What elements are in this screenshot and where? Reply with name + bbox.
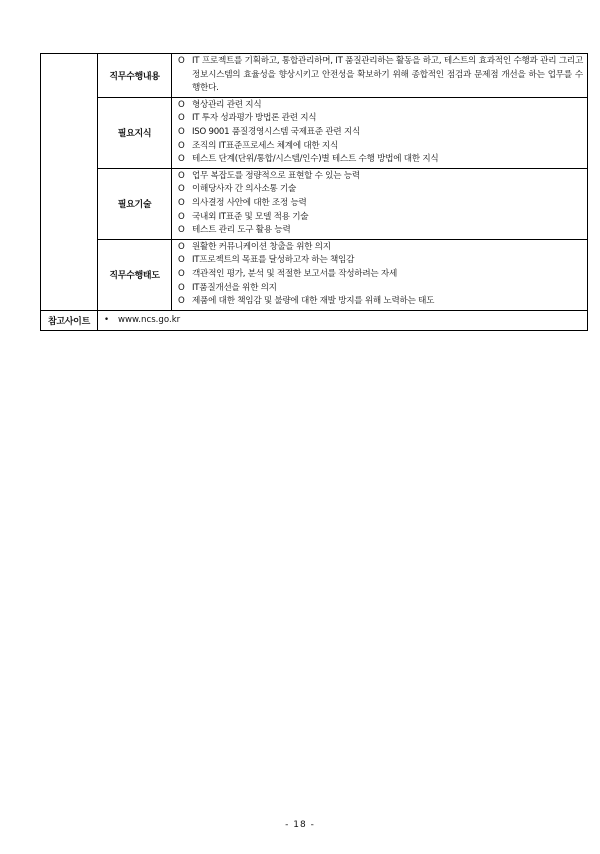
- list-item: [178, 99, 583, 113]
- item-text: 국내외 IT표준 및 모델 적용 기술: [192, 211, 309, 222]
- item-text: 의사결정 사안에 대한 조정 능력: [192, 197, 307, 208]
- row-label-required-knowledge: 필요지식: [98, 97, 172, 168]
- list-item: [178, 295, 583, 309]
- circle-marker: O: [178, 241, 185, 252]
- circle-marker: O: [178, 99, 185, 110]
- item-text: 원활한 커뮤니케이션 창출을 위한 의지: [192, 241, 331, 252]
- row-content-required-skills: [172, 168, 588, 239]
- circle-marker: O: [178, 255, 185, 266]
- list-item: [178, 282, 583, 296]
- merged-category-cell: [41, 54, 98, 311]
- row-required-knowledge: [41, 97, 588, 168]
- circle-marker: O: [178, 225, 185, 236]
- page-number: - 18 -: [285, 820, 315, 830]
- row-job-attitude: [41, 239, 588, 310]
- reference-site-label: 참고사이트: [41, 310, 98, 330]
- item-text: 이해당사자 간 의사소통 기술: [192, 184, 297, 195]
- list-item: [178, 254, 583, 268]
- item-text: 조직의 IT표준프로세스 체계에 대한 지식: [192, 140, 339, 151]
- item-text: 제품에 대한 책임감 및 불량에 대한 재발 방지를 위해 노력하는 태도: [192, 296, 435, 307]
- reference-site-cell: [98, 310, 588, 330]
- list-item: [178, 211, 583, 225]
- row-label-job-duties: 직무수행내용: [98, 54, 172, 98]
- list-item: [178, 241, 583, 255]
- row-reference-site: [41, 310, 588, 330]
- list-item: [178, 224, 583, 238]
- item-text: 객관적인 평가, 분석 및 적절한 보고서를 작성하려는 자세: [192, 268, 398, 279]
- list-item: [178, 126, 583, 140]
- list-item: [178, 170, 583, 184]
- job-description-table: [40, 53, 588, 331]
- list-item: [178, 55, 583, 96]
- item-text: 테스트 단계(단위/통합/시스템/인수)별 테스트 수행 방법에 대한 지식: [192, 154, 439, 165]
- circle-marker: O: [178, 113, 185, 124]
- row-content-job-duties: [172, 54, 588, 98]
- bullet-icon: •: [104, 315, 110, 326]
- circle-marker: O: [178, 268, 185, 279]
- item-text: IT프로젝트의 목표를 달성하고자 하는 책임감: [192, 255, 355, 266]
- circle-marker: O: [178, 154, 185, 165]
- circle-marker: O: [178, 296, 185, 307]
- list-item: [178, 140, 583, 154]
- item-text: ISO 9001 품질경영시스템 국제표준 관련 지식: [192, 126, 361, 137]
- row-required-skills: [41, 168, 588, 239]
- item-text: IT 투자 성과평가 방법론 관련 지식: [192, 113, 317, 124]
- item-text: 테스트 관리 도구 활용 능력: [192, 225, 291, 236]
- circle-marker: O: [178, 197, 185, 208]
- item-text: IT품질개선을 위한 의지: [192, 282, 277, 293]
- row-label-job-attitude: 직무수행태도: [98, 239, 172, 310]
- circle-marker: O: [178, 184, 185, 195]
- circle-marker: O: [178, 282, 185, 293]
- circle-marker: O: [178, 126, 185, 137]
- circle-marker: O: [178, 140, 185, 151]
- circle-marker: O: [178, 170, 185, 181]
- list-item: [178, 112, 583, 126]
- row-label-required-skills: 필요기술: [98, 168, 172, 239]
- list-item: [178, 183, 583, 197]
- list-item: [178, 268, 583, 282]
- item-text: 형상관리 관련 지식: [192, 99, 262, 110]
- list-item: [178, 153, 583, 167]
- row-content-required-knowledge: [172, 97, 588, 168]
- reference-url-link[interactable]: www.ncs.go.kr: [118, 315, 181, 326]
- circle-marker: O: [178, 56, 185, 66]
- circle-marker: O: [178, 211, 185, 222]
- row-content-job-attitude: [172, 239, 588, 310]
- list-item: [178, 197, 583, 211]
- item-text: 업무 복잡도를 정량적으로 표현할 수 있는 능력: [192, 170, 360, 181]
- row-job-duties: [41, 54, 588, 98]
- item-text: IT 프로젝트를 기획하고, 통합관리하며, IT 품질관리하는 활동을 하고, 테스트의 효과적인 수행과 관리 그리고 정보시스템의 효율성을 향상시키고 안전성을 확보하기 위해 종합적인 점검과 문제점 개선을 하는 업무를 수행한다.: [192, 56, 583, 94]
